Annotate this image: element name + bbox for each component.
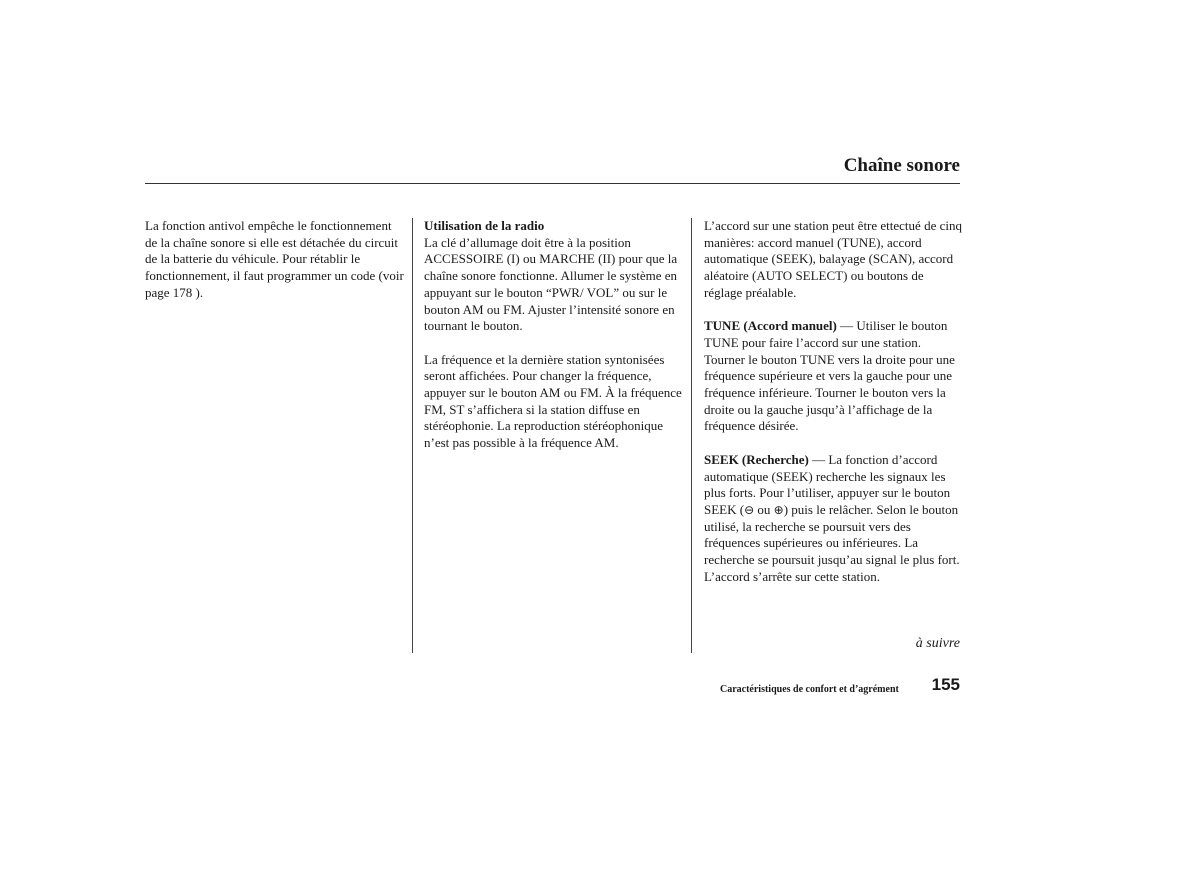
- right-column: [704, 218, 962, 602]
- tune-term: TUNE (Accord manuel): [704, 318, 837, 334]
- radio-operation-section: [424, 218, 684, 335]
- radio-paragraph-1: La clé d’allumage doit être à la position ACCESSOIRE (I) ou MARCHE (II) pour que la chaîne sonore fonctionne. Allumer le système en appuyant sur le bouton “PWR/ VOL” ou sur le bouton AM ou FM. Ajuster l’intensité sonore en tournant le bouton.: [424, 234, 678, 334]
- seek-text-after: ) puis le relâcher. Selon le bouton utilisé, la recherche se poursuit vers des fréquences supérieures ou inférieures. La recherche se poursuit jusqu’au signal le plus fort. L’accord s’arrête sur cette station.: [704, 501, 960, 584]
- tune-paragraph: [704, 318, 962, 435]
- seek-text-middle: ou: [754, 501, 774, 517]
- page-title: Chaîne sonore: [843, 155, 960, 176]
- column-divider-left: [412, 218, 413, 653]
- column-divider-right: [691, 218, 692, 653]
- tuning-intro-paragraph: L’accord sur une station peut être ettectué de cinq manières: accord manuel (TUNE), accord automatique (SEEK), balayage (SCAN), accord aléatoire (AUTO SELECT) ou boutons de réglage préalable.: [704, 218, 962, 300]
- tune-text: Utiliser le bouton TUNE pour faire l’accord sur une station. Tourner le bouton TUNE vers la droite pour une fréquence supérieure et vers la gauche pour une fréquence inférieure. Tourner le bouton vers la droite ou la gauche jusqu’à l’affichage de la fréquence désirée.: [704, 318, 955, 434]
- radio-paragraph-2: La fréquence et la dernière station syntonisées seront affichées. Pour changer la fréquence, appuyer sur le bouton AM ou FM. À la fréquence FM, ST s’affichera si la station diffuse en stéréophonie. La reproduction stéréophonique n’est pas possible à la fréquence AM.: [424, 351, 682, 451]
- seek-term: SEEK (Recherche): [704, 451, 809, 467]
- tune-dash: —: [836, 318, 857, 334]
- left-column: [145, 218, 407, 318]
- seek-paragraph: [704, 452, 962, 586]
- page-number: 155: [931, 675, 960, 694]
- header-divider: [145, 183, 960, 184]
- antitheft-paragraph: La fonction antivol empêche le fonctionnement de la chaîne sonore si elle est détachée du circuit de la batterie du véhicule. Pour rétablir le fonctionnement, il faut programmer un code (voir page 178 ).: [145, 218, 404, 300]
- plus-circle-icon: ⊕: [773, 502, 784, 517]
- footer-section-title: Caractéristiques de confort et d’agrément: [720, 684, 899, 695]
- seek-dash: —: [808, 451, 829, 467]
- middle-column: [424, 218, 684, 469]
- section-heading: Utilisation de la radio: [424, 218, 545, 233]
- continued-note: à suivre: [915, 636, 960, 651]
- seek-text-before: La fonction d’accord automatique (SEEK) recherche les signaux les plus forts. Pour l’utiliser, appuyer sur le bouton SEEK (: [704, 451, 951, 517]
- minus-circle-icon: ⊖: [744, 502, 755, 517]
